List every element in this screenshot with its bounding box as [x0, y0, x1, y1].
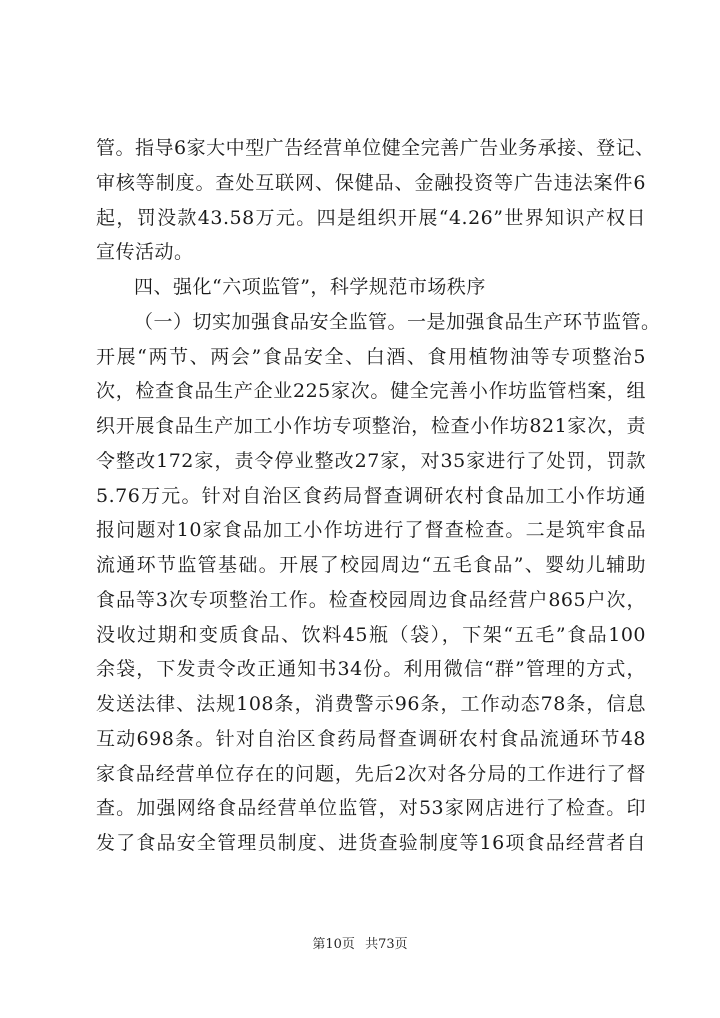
text-line: 没收过期和变质食品、饮料45瓶（袋），下架“五毛”食品100	[96, 623, 646, 646]
page-number: 第10页	[312, 937, 355, 952]
text-line: 织开展食品生产加工小作坊专项整治，检查小作坊821家次，责	[96, 415, 646, 437]
text-line: 令整改172家，责令停业整改27家，对35家进行了处罚，罚款	[96, 449, 646, 472]
text-line: 互动698条。针对自治区食药局督查调研农村食品流通环节48	[96, 727, 646, 750]
text-line: 起，罚没款43.58万元。四是组织开展“4.26”世界知识产权日	[96, 206, 646, 229]
text-line: 家食品经营单位存在的问题，先后2次对各分局的工作进行了督	[96, 762, 646, 785]
text-line: 报问题对10家食品加工小作坊进行了督查检查。二是筑牢食品	[96, 519, 646, 542]
text-line: 发了食品安全管理员制度、进货查验制度等16项食品经营者自	[96, 832, 646, 854]
section-heading: 四、强化“六项监管”，科学规范市场秩序	[134, 276, 486, 298]
text-line: 发送法律、法规108条，消费警示96条，工作动态78条，信息	[96, 693, 646, 715]
text-line: 开展“两节、两会”食品安全、白酒、食用植物油等专项整治5	[96, 345, 646, 368]
text-line: 管。指导6家大中型广告经营单位健全完善广告业务承接、登记、	[96, 137, 655, 159]
page-total: 共73页	[365, 937, 408, 952]
text-line: 审核等制度。查处互联网、保健品、金融投资等广告违法案件6	[96, 171, 646, 194]
page-footer	[0, 933, 720, 952]
document-body	[96, 131, 661, 861]
text-line: 次，检查食品生产企业225家次。健全完善小作坊监管档案，组	[96, 380, 646, 403]
text-line: 余袋，下发责令改正通知书34份。利用微信“群”管理的方式，	[96, 658, 646, 681]
text-line: 5.76万元。针对自治区食药局督查调研农村食品加工小作坊通	[96, 484, 646, 507]
text-line: 查。加强网络食品经营单位监管，对53家网店进行了检查。印	[96, 797, 646, 820]
text-line: （一）切实加强食品安全监管。一是加强食品生产环节监管。	[134, 310, 661, 333]
text-line: 食品等3次专项整治工作。检查校园周边食品经营户865户次，	[96, 588, 646, 611]
text-line: 宣传活动。	[96, 241, 194, 264]
text-line: 流通环节监管基础。开展了校园周边“五毛食品”、婴幼儿辅助	[96, 554, 646, 576]
